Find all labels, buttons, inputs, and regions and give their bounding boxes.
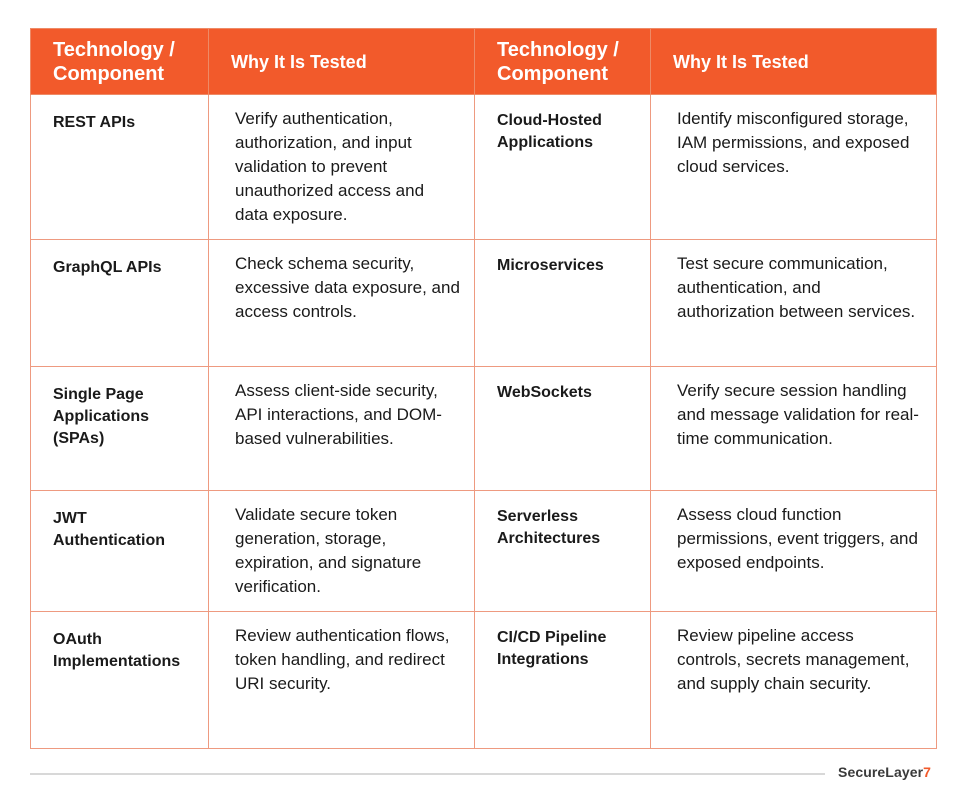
tech-name: REST APIs bbox=[31, 95, 209, 240]
tech-reason: Assess client-side security, API interactions, and DOM-based vulnerabilities. bbox=[209, 367, 475, 491]
tech-name: Serverless Architectures bbox=[475, 491, 651, 612]
technology-testing-table bbox=[30, 28, 937, 749]
tech-reason: Review pipeline access controls, secrets management, and supply chain security. bbox=[651, 612, 937, 749]
header-technology-right: Technology / Component bbox=[475, 29, 651, 95]
tech-name: JWT Authentication bbox=[31, 491, 209, 612]
tech-name: CI/CD Pipeline Integrations bbox=[475, 612, 651, 749]
table-row bbox=[31, 367, 937, 491]
table-row bbox=[31, 95, 937, 240]
table-row bbox=[31, 491, 937, 612]
tech-name: OAuth Implementations bbox=[31, 612, 209, 749]
tech-reason: Review authentication flows, token handling, and redirect URI security. bbox=[209, 612, 475, 749]
brand-suffix: 7 bbox=[923, 764, 932, 780]
table-row bbox=[31, 240, 937, 367]
header-why-tested-right: Why It Is Tested bbox=[651, 29, 937, 95]
tech-name: Single Page Applications (SPAs) bbox=[31, 367, 209, 491]
table-row bbox=[31, 612, 937, 749]
tech-name: Cloud-Hosted Applications bbox=[475, 95, 651, 240]
header-technology-left: Technology / Component bbox=[31, 29, 209, 95]
comparison-table-container bbox=[30, 28, 936, 749]
footer-divider bbox=[30, 773, 825, 775]
brand-logo bbox=[838, 764, 931, 780]
tech-reason: Check schema security, excessive data exposure, and access controls. bbox=[209, 240, 475, 367]
tech-name: Microservices bbox=[475, 240, 651, 367]
table-header-row bbox=[31, 29, 937, 95]
tech-reason: Identify misconfigured storage, IAM permissions, and exposed cloud services. bbox=[651, 95, 937, 240]
tech-reason: Test secure communication, authentication, and authorization between services. bbox=[651, 240, 937, 367]
tech-reason: Assess cloud function permissions, event triggers, and exposed endpoints. bbox=[651, 491, 937, 612]
tech-name: WebSockets bbox=[475, 367, 651, 491]
tech-reason: Verify authentication, authorization, and input validation to prevent unauthorized access and data exposure. bbox=[209, 95, 475, 240]
brand-name: SecureLayer bbox=[838, 764, 924, 780]
header-why-tested-left: Why It Is Tested bbox=[209, 29, 475, 95]
tech-reason: Validate secure token generation, storage, expiration, and signature verification. bbox=[209, 491, 475, 612]
tech-reason: Verify secure session handling and message validation for real-time communication. bbox=[651, 367, 937, 491]
tech-name: GraphQL APIs bbox=[31, 240, 209, 367]
